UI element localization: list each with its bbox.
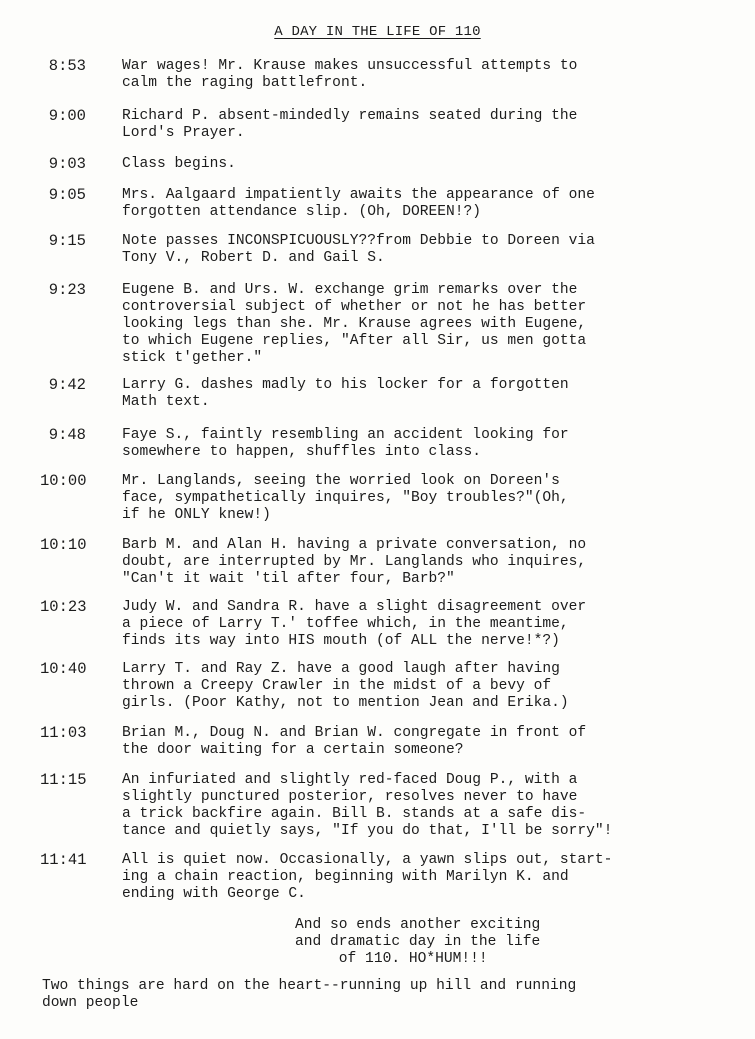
entry-text: Barb M. and Alan H. having a private conversation, no doubt, are interrupted by Mr. Langlands who inquires, "Can't it wait 'til after four, Barb?" — [122, 537, 587, 587]
entry-text: An infuriated and slightly red-faced Doug P., with a slightly punctured posterior, resolves never to have a trick backfire again. Bill B. stands at a safe dis- tance and quietly says, "If you do that, I'll be sorry"! — [122, 772, 613, 839]
entry-time: 9:42 — [48, 376, 86, 394]
footer-quip: Two things are hard on the heart--running up hill and running down people — [42, 978, 577, 1011]
entry-text: Mrs. Aalgaard impatiently awaits the appearance of one forgotten attendance slip. (Oh, DOREEN!?) — [122, 187, 595, 220]
entry-time: 9:00 — [48, 107, 86, 125]
entry-text: Class begins. — [122, 156, 236, 172]
entry-time: 11:15 — [40, 771, 87, 789]
entry-text: Richard P. absent-mindedly remains seated during the Lord's Prayer. — [122, 108, 578, 141]
entry-time: 9:15 — [48, 232, 86, 250]
entry-time: 9:23 — [48, 281, 86, 299]
entry-text: Judy W. and Sandra R. have a slight disagreement over a piece of Larry T.' toffee which, in the meantime, finds its way into HIS mouth (of ALL the nerve!*?) — [122, 599, 587, 649]
entry-text: Note passes INCONSPICUOUSLY??from Debbie to Doreen via Tony V., Robert D. and Gail S. — [122, 233, 595, 266]
entry-time: 11:03 — [40, 724, 87, 742]
entry-time: 9:05 — [48, 186, 86, 204]
entry-time: 10:00 — [40, 472, 87, 490]
entry-text: Eugene B. and Urs. W. exchange grim remarks over the controversial subject of whether or not he has better looking legs than she. Mr. Krause agrees with Eugene, to which Eugene replies, "After all Sir, us men gotta stick t'gether." — [122, 282, 587, 366]
entry-text: Mr. Langlands, seeing the worried look on Doreen's face, sympathetically inquires, "Boy troubles?"(Oh, if he ONLY knew!) — [122, 473, 569, 523]
entry-text: All is quiet now. Occasionally, a yawn slips out, start- ing a chain reaction, beginning with Marilyn K. and ending with George C. — [122, 852, 613, 902]
entry-time: 10:23 — [40, 598, 87, 616]
entry-text: Larry G. dashes madly to his locker for a forgotten Math text. — [122, 377, 569, 410]
entry-time: 9:03 — [48, 155, 86, 173]
entry-time: 9:48 — [48, 426, 86, 444]
page-title-text: A DAY IN THE LIFE OF 110 — [274, 24, 481, 40]
entry-text: Larry T. and Ray Z. have a good laugh after having thrown a Creepy Crawler in the midst of a bevy of girls. (Poor Kathy, not to mention Jean and Erika.) — [122, 661, 569, 711]
entry-text: War wages! Mr. Krause makes unsuccessful attempts to calm the raging battlefront. — [122, 58, 578, 91]
closing-stanza: And so ends another exciting and dramatic day in the life of 110. HO*HUM!!! — [295, 917, 541, 967]
entry-time: 11:41 — [40, 851, 87, 869]
entry-text: Faye S., faintly resembling an accident looking for somewhere to happen, shuffles into class. — [122, 427, 569, 460]
entry-time: 8:53 — [48, 57, 86, 75]
entry-time: 10:10 — [40, 536, 87, 554]
entry-time: 10:40 — [40, 660, 87, 678]
page-title — [0, 24, 755, 40]
entry-text: Brian M., Doug N. and Brian W. congregate in front of the door waiting for a certain someone? — [122, 725, 587, 758]
